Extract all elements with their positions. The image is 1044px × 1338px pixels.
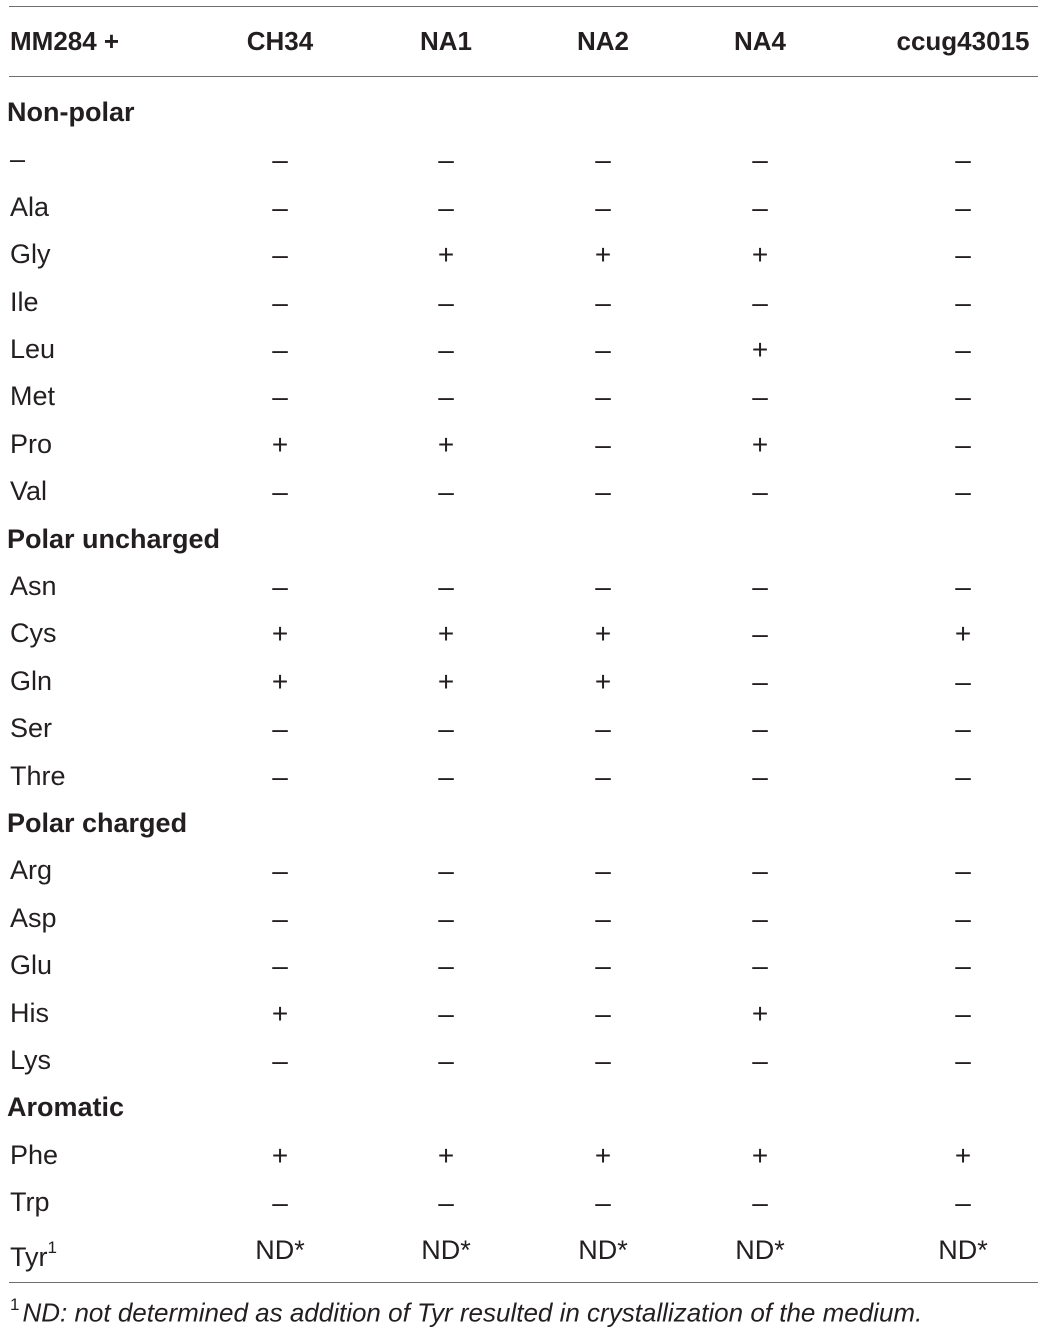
cell-ccug43015: – <box>955 144 971 176</box>
cell-na2: – <box>595 902 611 934</box>
header-cell-na4: NA4 <box>733 26 786 56</box>
cell-ch34: – <box>272 571 288 602</box>
table-row <box>0 895 1044 942</box>
row-label <box>10 705 52 752</box>
row-label <box>10 279 39 326</box>
cell-na4: – <box>752 1045 768 1076</box>
table-row <box>0 563 1044 610</box>
cell-na1: – <box>438 286 454 318</box>
row-label <box>10 231 51 278</box>
section-header-row <box>0 516 1044 563</box>
row-label <box>10 373 55 420</box>
cell-na4: + <box>751 997 769 1029</box>
cell-na2: + <box>594 618 612 650</box>
section-header-row <box>0 1084 1044 1131</box>
cell-na4: – <box>752 571 768 602</box>
row-label <box>10 1037 51 1084</box>
cell-ccug43015: – <box>955 665 971 697</box>
cell-ch34: ND* <box>255 1234 305 1265</box>
row-label <box>10 563 57 610</box>
cell-ch34: – <box>272 381 288 413</box>
row-label-text: Arg <box>10 855 53 886</box>
row-label-text: Leu <box>10 334 56 364</box>
cell-na1: + <box>437 618 455 650</box>
table-row <box>0 847 1044 894</box>
cell-na2: – <box>595 760 611 792</box>
cell-ch34: – <box>272 334 288 365</box>
cell-ch34: + <box>271 428 289 460</box>
row-label <box>10 990 49 1037</box>
table-footnote <box>10 1297 922 1329</box>
cell-na2: – <box>595 191 611 223</box>
cell-ccug43015: – <box>955 191 971 223</box>
cell-ccug43015: – <box>955 950 971 982</box>
cell-na1: + <box>437 665 455 697</box>
row-label-text: Ile <box>10 286 39 317</box>
cell-na4: + <box>751 1139 769 1171</box>
cell-na1: – <box>438 381 454 413</box>
row-label <box>10 1227 57 1274</box>
table-row <box>0 184 1044 231</box>
table-top-rule <box>9 6 1038 7</box>
cell-na2: – <box>595 950 611 982</box>
cell-na4: – <box>752 902 768 934</box>
footnote-text: ND: not determined as addition of Tyr resulted in crystallization of the medium. <box>22 1297 923 1328</box>
row-label <box>10 326 55 373</box>
row-label-text: Pro <box>10 428 53 459</box>
cell-ccug43015: – <box>955 239 971 271</box>
cell-na2: – <box>595 334 611 365</box>
row-label-text: His <box>10 997 49 1028</box>
cell-na4: – <box>752 855 768 887</box>
header-cell-condition: MM284 + <box>10 26 120 56</box>
cell-na2: – <box>595 381 611 413</box>
cell-ch34: – <box>272 1045 288 1076</box>
row-label <box>10 468 47 515</box>
row-label <box>10 847 52 894</box>
cell-na4: – <box>752 144 768 176</box>
table-row <box>0 326 1044 373</box>
header-cell-ccug43015: ccug43015 <box>896 26 1030 56</box>
cell-na2: + <box>594 665 612 697</box>
row-label-text: Asn <box>10 571 57 601</box>
header-cell-na2: NA2 <box>576 26 629 56</box>
footnote-marker: 1 <box>10 1295 20 1314</box>
table-row <box>0 373 1044 420</box>
cell-ch34: – <box>272 855 288 887</box>
row-label <box>10 1179 50 1226</box>
table-header-rule <box>9 76 1038 77</box>
cell-na1: – <box>438 713 454 745</box>
cell-na4: + <box>751 239 769 271</box>
cell-na4: – <box>752 618 768 650</box>
cell-na4: + <box>751 334 769 365</box>
cell-na4: – <box>752 286 768 318</box>
cell-na4: – <box>752 665 768 697</box>
cell-na4: – <box>752 191 768 223</box>
table-row <box>0 231 1044 278</box>
section-title: Aromatic <box>7 1092 125 1123</box>
cell-ch34: – <box>272 760 288 792</box>
cell-na4: + <box>751 428 769 460</box>
cell-na2: – <box>595 713 611 745</box>
row-label <box>10 136 25 183</box>
cell-na1: – <box>438 1187 454 1219</box>
cell-na1: – <box>438 191 454 223</box>
row-label-text: Lys <box>10 1045 52 1075</box>
cell-na1: – <box>438 1045 454 1076</box>
section-title: Non-polar <box>7 97 135 127</box>
cell-ccug43015: – <box>955 855 971 887</box>
cell-ch34: + <box>271 997 289 1029</box>
table-row <box>0 990 1044 1037</box>
row-label-text: Gly <box>10 239 51 270</box>
row-label <box>10 184 49 231</box>
cell-na4: – <box>752 713 768 745</box>
cell-na1: – <box>438 855 454 887</box>
cell-ccug43015: – <box>955 428 971 460</box>
table-row <box>0 279 1044 326</box>
cell-ch34: – <box>272 950 288 982</box>
cell-na2: – <box>595 144 611 176</box>
cell-ccug43015: – <box>955 381 971 413</box>
cell-na1: + <box>437 428 455 460</box>
table-bottom-rule <box>9 1282 1038 1283</box>
cell-ccug43015: – <box>955 997 971 1029</box>
cell-na2: – <box>595 997 611 1029</box>
cell-ch34: – <box>272 476 288 508</box>
row-label-text: Met <box>10 381 56 412</box>
row-label-text: – <box>10 144 26 175</box>
table-row <box>0 705 1044 752</box>
cell-ccug43015: – <box>955 476 971 508</box>
cell-na2: – <box>595 476 611 508</box>
cell-ch34: – <box>272 239 288 271</box>
cell-na1: + <box>437 1139 455 1171</box>
cell-na1: – <box>438 997 454 1029</box>
table-row <box>0 658 1044 705</box>
cell-na2: ND* <box>578 1234 628 1265</box>
cell-na4: – <box>752 381 768 413</box>
row-label-text: Glu <box>10 950 53 981</box>
cell-na1: – <box>438 571 454 602</box>
section-title: Polar charged <box>7 808 188 838</box>
table-row <box>0 942 1044 989</box>
row-label-text: Thre <box>10 760 66 791</box>
row-label-text: Ala <box>10 191 50 222</box>
row-label-text: Cys <box>10 618 57 649</box>
cell-na4: – <box>752 760 768 792</box>
cell-na2: – <box>595 286 611 318</box>
cell-na4: – <box>752 950 768 982</box>
cell-na1: ND* <box>421 1234 471 1265</box>
row-label-text: Phe <box>10 1139 59 1170</box>
table-row <box>0 1227 1044 1274</box>
section-title: Polar uncharged <box>7 523 221 554</box>
cell-na1: – <box>438 902 454 934</box>
cell-na1: + <box>437 239 455 271</box>
row-label-text: Tyr <box>10 1241 48 1272</box>
cell-na2: + <box>594 239 612 271</box>
header-cell-ch34: CH34 <box>246 26 314 56</box>
cell-na2: – <box>595 1045 611 1076</box>
row-label <box>10 753 66 800</box>
row-label-text: Ser <box>10 713 53 744</box>
cell-na4: – <box>752 476 768 508</box>
row-label-text: Trp <box>10 1187 50 1218</box>
cell-na1: – <box>438 476 454 508</box>
table-row <box>0 136 1044 183</box>
row-label <box>10 421 52 468</box>
cell-na2: – <box>595 571 611 602</box>
cell-ch34: + <box>271 665 289 697</box>
cell-na4: ND* <box>735 1234 785 1265</box>
table-row <box>0 753 1044 800</box>
row-label <box>10 1132 58 1179</box>
table-row <box>0 1179 1044 1226</box>
cell-na1: – <box>438 950 454 982</box>
cell-na1: – <box>438 334 454 365</box>
table-row <box>0 421 1044 468</box>
cell-ccug43015: – <box>955 286 971 318</box>
cell-ch34: – <box>272 144 288 176</box>
table-row <box>0 1132 1044 1179</box>
table-header-row <box>0 18 1044 65</box>
cell-ccug43015: + <box>954 618 972 650</box>
cell-na2: + <box>594 1139 612 1171</box>
cell-na2: – <box>595 428 611 460</box>
cell-ccug43015: – <box>955 760 971 792</box>
row-label <box>10 610 57 657</box>
cell-ccug43015: – <box>955 1187 971 1219</box>
cell-ccug43015: – <box>955 1045 971 1076</box>
cell-ch34: – <box>272 902 288 934</box>
cell-na4: – <box>752 1187 768 1219</box>
section-header-row <box>0 89 1044 136</box>
cell-ch34: + <box>271 1139 289 1171</box>
row-label <box>10 942 52 989</box>
cell-na1: – <box>438 760 454 792</box>
cell-ch34: – <box>272 713 288 745</box>
table-row <box>0 468 1044 515</box>
section-header-row <box>0 800 1044 847</box>
row-label <box>10 895 57 942</box>
cell-na2: – <box>595 855 611 887</box>
cell-ccug43015: – <box>955 902 971 934</box>
table-row <box>0 1037 1044 1084</box>
cell-ccug43015: – <box>955 334 971 365</box>
row-label-text: Gln <box>10 665 53 696</box>
cell-na2: – <box>595 1187 611 1219</box>
cell-ch34: – <box>272 286 288 318</box>
row-label-text: Val <box>10 476 48 507</box>
cell-ccug43015: + <box>954 1139 972 1171</box>
cell-ccug43015: – <box>955 571 971 602</box>
cell-na1: – <box>438 144 454 176</box>
cell-ch34: – <box>272 191 288 223</box>
cell-ccug43015: ND* <box>938 1234 988 1265</box>
header-cell-na1: NA1 <box>419 26 472 56</box>
row-label <box>10 658 52 705</box>
cell-ch34: + <box>271 618 289 650</box>
footnote-reference: 1 <box>47 1237 57 1257</box>
row-label-text: Asp <box>10 902 57 933</box>
cell-ccug43015: – <box>955 713 971 745</box>
cell-ch34: – <box>272 1187 288 1219</box>
table-row <box>0 610 1044 657</box>
